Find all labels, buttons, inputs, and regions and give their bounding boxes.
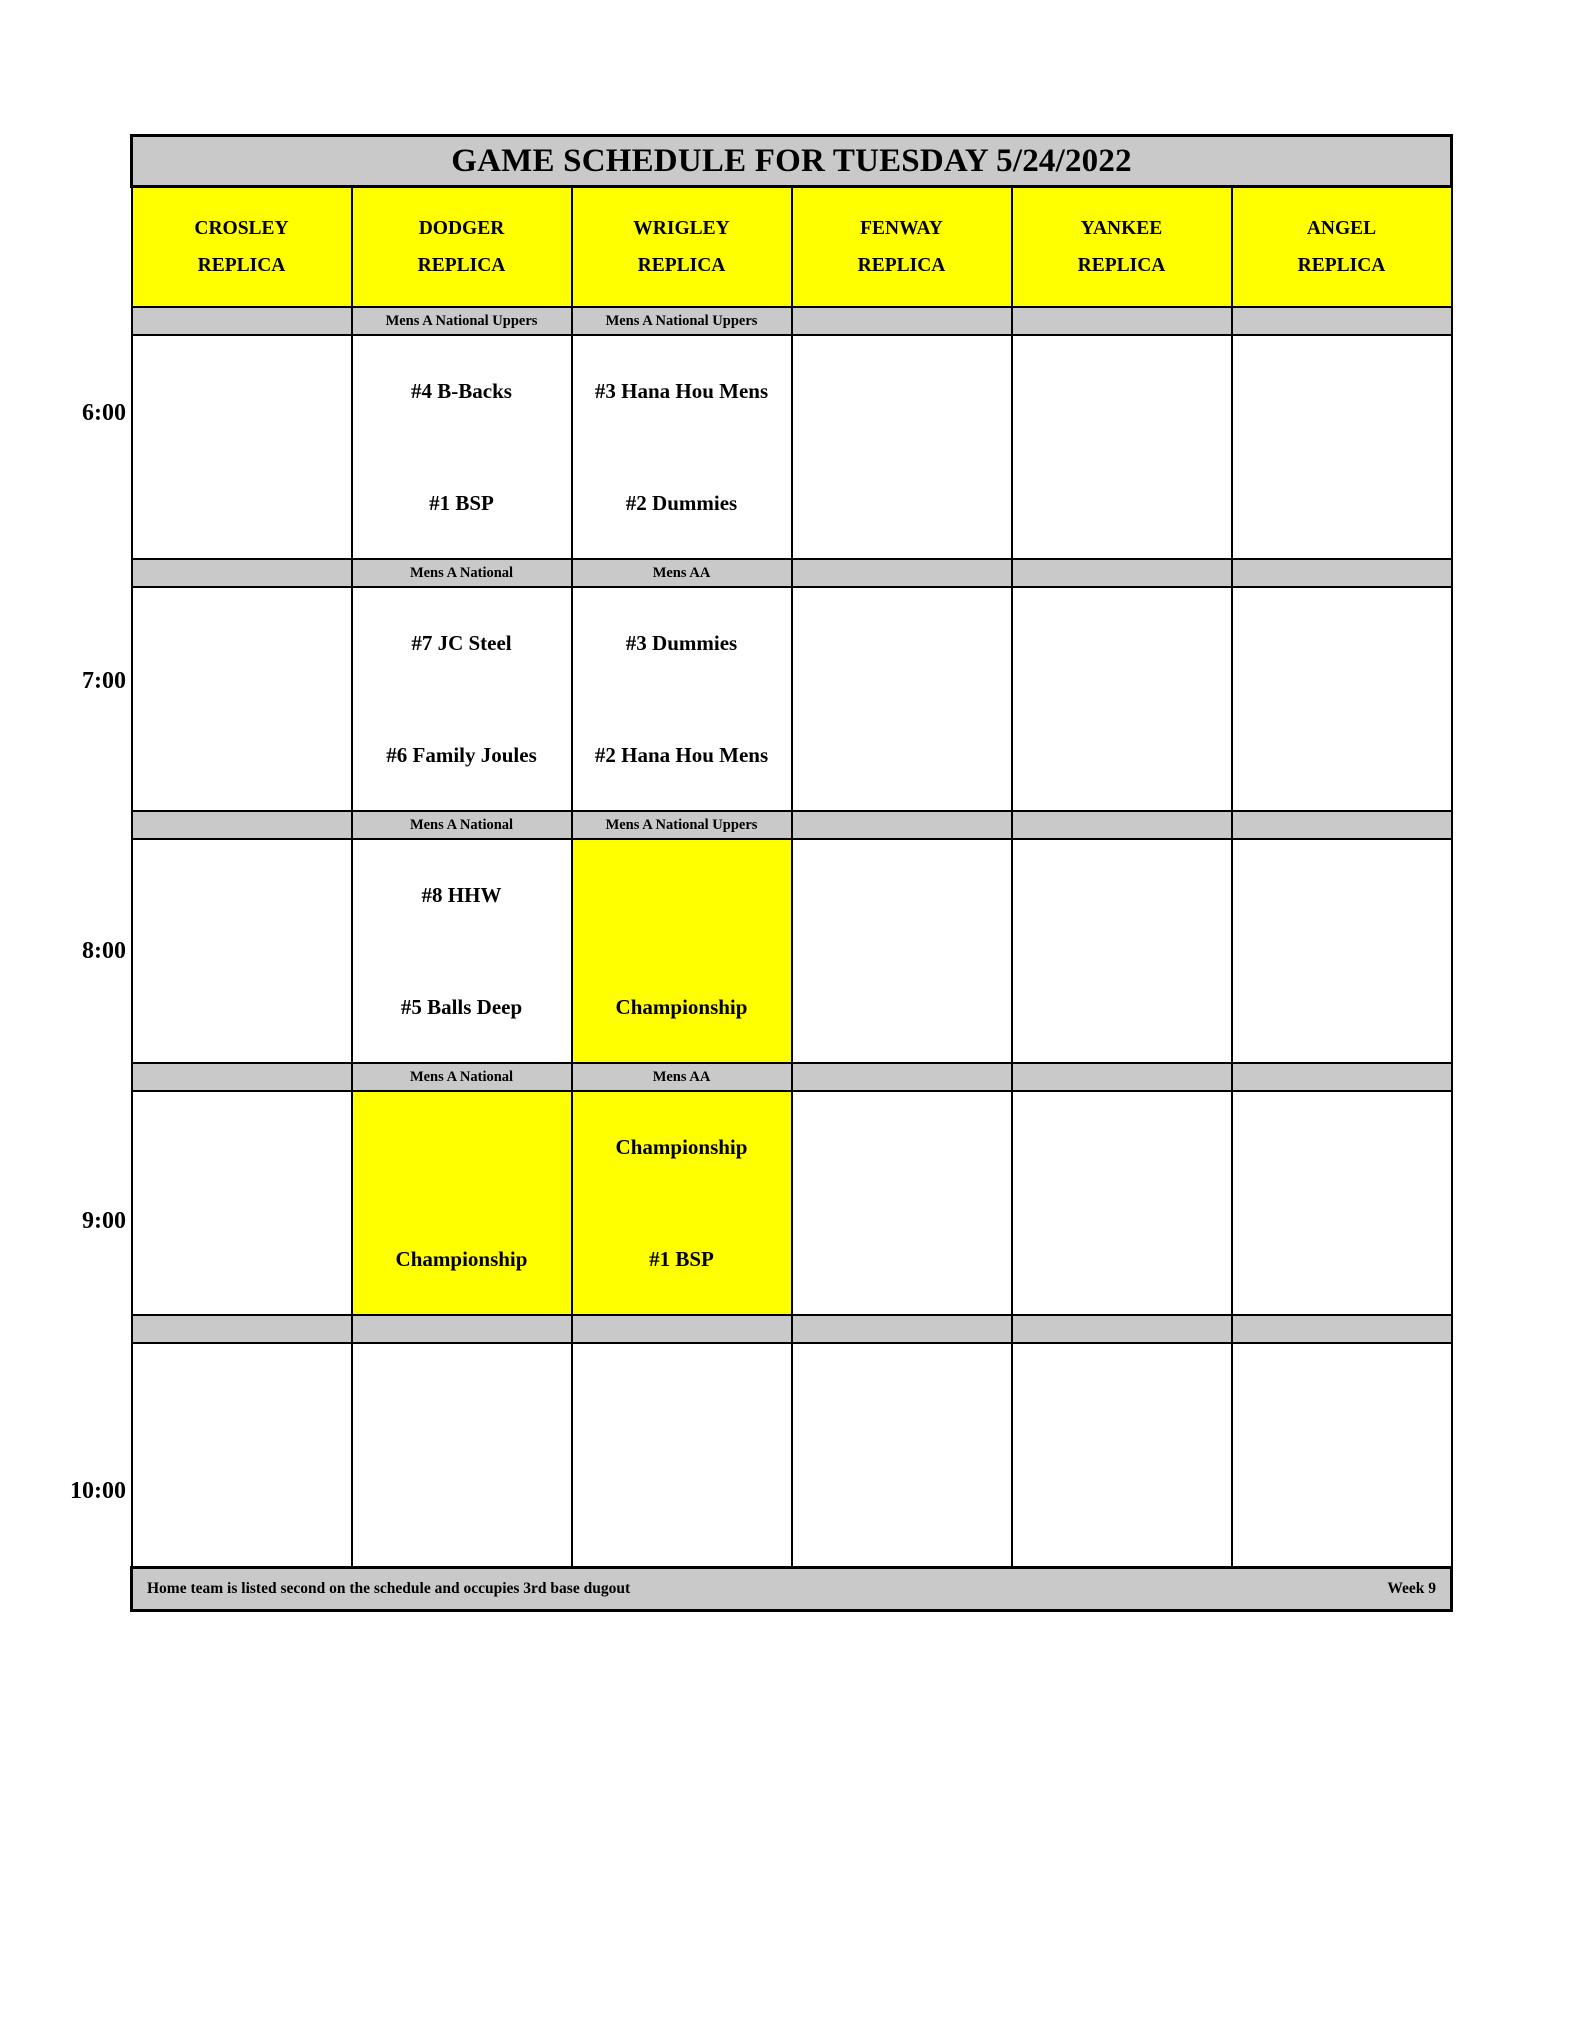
division-label	[1012, 559, 1232, 587]
division-label: Mens A National Uppers	[572, 307, 792, 335]
game-cell[interactable]	[1232, 335, 1452, 559]
field-header-dodger	[352, 187, 572, 308]
division-label: Mens A National Uppers	[352, 307, 572, 335]
game-cell[interactable]	[1232, 587, 1452, 811]
page-title: GAME SCHEDULE FOR TUESDAY 5/24/2022	[132, 136, 1452, 187]
field-header-crosley	[132, 187, 352, 308]
away-team: #3 Dummies	[625, 631, 738, 655]
footer-note: Home team is listed second on the schedule and occupies 3rd base dugout	[147, 1580, 631, 1597]
field-name-line1: YANKEE	[1080, 217, 1163, 239]
home-team: #1 BSP	[429, 490, 494, 515]
division-label: Mens AA	[572, 1063, 792, 1091]
division-label	[132, 1315, 352, 1343]
game-cell-championship[interactable]	[352, 1091, 572, 1315]
field-header-row	[132, 187, 1452, 308]
away-team: #8 HHW	[421, 883, 502, 907]
schedule-sheet	[130, 134, 1450, 1612]
division-label	[1232, 1063, 1452, 1091]
game-cell[interactable]	[132, 1091, 352, 1315]
game-row-800	[132, 839, 1452, 1063]
away-team: #4 B-Backs	[411, 379, 512, 403]
game-cell[interactable]	[352, 839, 572, 1063]
away-team: Championship	[615, 1135, 748, 1159]
division-row-700	[132, 559, 1452, 587]
game-cell[interactable]	[572, 587, 792, 811]
field-name-line1: WRIGLEY	[633, 217, 730, 239]
field-header-fenway	[792, 187, 1012, 308]
division-label: Mens A National	[352, 559, 572, 587]
game-cell[interactable]	[792, 1343, 1012, 1568]
division-label	[1232, 307, 1452, 335]
division-label	[1232, 1315, 1452, 1343]
game-cell[interactable]	[1012, 1091, 1232, 1315]
field-name-line2: REPLICA	[857, 255, 946, 276]
game-cell[interactable]	[1012, 839, 1232, 1063]
game-cell[interactable]	[572, 1343, 792, 1568]
footer	[132, 1568, 1452, 1611]
field-name-line2: REPLICA	[417, 255, 506, 276]
division-label	[1012, 1315, 1232, 1343]
division-label	[1232, 811, 1452, 839]
division-label	[792, 307, 1012, 335]
schedule-table	[130, 134, 1453, 1612]
game-cell[interactable]	[1012, 335, 1232, 559]
time-label-700: 7:00	[82, 668, 126, 694]
game-row-900	[132, 1091, 1452, 1315]
division-label	[1012, 811, 1232, 839]
division-row-800	[132, 811, 1452, 839]
game-cell[interactable]	[352, 1343, 572, 1568]
home-team: #1 BSP	[649, 1246, 714, 1271]
game-cell[interactable]	[792, 335, 1012, 559]
field-name-line2: REPLICA	[637, 255, 726, 276]
game-cell[interactable]	[132, 335, 352, 559]
division-label	[792, 1063, 1012, 1091]
division-label: Mens A National Uppers	[572, 811, 792, 839]
game-cell[interactable]	[792, 839, 1012, 1063]
field-name-line1: DODGER	[418, 217, 505, 239]
division-label: Mens AA	[572, 559, 792, 587]
field-name-line2: REPLICA	[1077, 255, 1166, 276]
home-team: #2 Dummies	[625, 490, 738, 515]
field-name-line2: REPLICA	[197, 255, 286, 276]
division-label	[792, 811, 1012, 839]
time-label-600: 6:00	[82, 400, 126, 426]
game-cell[interactable]	[132, 839, 352, 1063]
division-row-900	[132, 1063, 1452, 1091]
game-cell[interactable]	[1232, 1091, 1452, 1315]
field-name-line1: CROSLEY	[194, 217, 289, 239]
division-label	[132, 559, 352, 587]
game-cell[interactable]	[352, 335, 572, 559]
field-name-line1: FENWAY	[860, 217, 943, 239]
home-team: #5 Balls Deep	[400, 994, 523, 1019]
game-cell[interactable]	[1232, 839, 1452, 1063]
game-row-600	[132, 335, 1452, 559]
game-cell[interactable]	[132, 1343, 352, 1568]
home-team: #2 Hana Hou Mens	[594, 742, 769, 767]
title-row	[132, 136, 1452, 187]
game-row-1000	[132, 1343, 1452, 1568]
home-team: Championship	[615, 994, 748, 1019]
game-cell[interactable]	[132, 587, 352, 811]
division-label	[1232, 559, 1452, 587]
game-cell[interactable]	[1012, 1343, 1232, 1568]
game-cell-championship[interactable]	[572, 839, 792, 1063]
game-row-700	[132, 587, 1452, 811]
time-label-800: 8:00	[82, 938, 126, 964]
home-team: #6 Family Joules	[386, 742, 537, 767]
field-header-angel	[1232, 187, 1452, 308]
field-name-line1: ANGEL	[1306, 217, 1377, 239]
division-row-600	[132, 307, 1452, 335]
division-label	[352, 1315, 572, 1343]
division-label	[1012, 1063, 1232, 1091]
division-label	[132, 811, 352, 839]
game-cell[interactable]	[792, 1091, 1012, 1315]
division-row-1000	[132, 1315, 1452, 1343]
time-label-900: 9:00	[82, 1208, 126, 1234]
week-label: Week 9	[1387, 1580, 1437, 1597]
game-cell[interactable]	[792, 587, 1012, 811]
field-header-yankee	[1012, 187, 1232, 308]
game-cell-championship[interactable]	[572, 1091, 792, 1315]
home-team: Championship	[395, 1246, 528, 1271]
game-cell[interactable]	[1232, 1343, 1452, 1568]
division-label	[792, 559, 1012, 587]
division-label	[132, 1063, 352, 1091]
division-label	[1012, 307, 1232, 335]
division-label	[132, 307, 352, 335]
field-header-wrigley	[572, 187, 792, 308]
division-label: Mens A National	[352, 1063, 572, 1091]
division-label	[572, 1315, 792, 1343]
game-cell[interactable]	[1012, 587, 1232, 811]
away-team: #7 JC Steel	[411, 631, 512, 655]
away-team: #3 Hana Hou Mens	[594, 379, 769, 403]
game-cell[interactable]	[352, 587, 572, 811]
game-cell[interactable]	[572, 335, 792, 559]
time-label-1000: 10:00	[70, 1478, 126, 1504]
division-label: Mens A National	[352, 811, 572, 839]
field-name-line2: REPLICA	[1297, 255, 1386, 276]
division-label	[792, 1315, 1012, 1343]
footer-row	[132, 1568, 1452, 1611]
